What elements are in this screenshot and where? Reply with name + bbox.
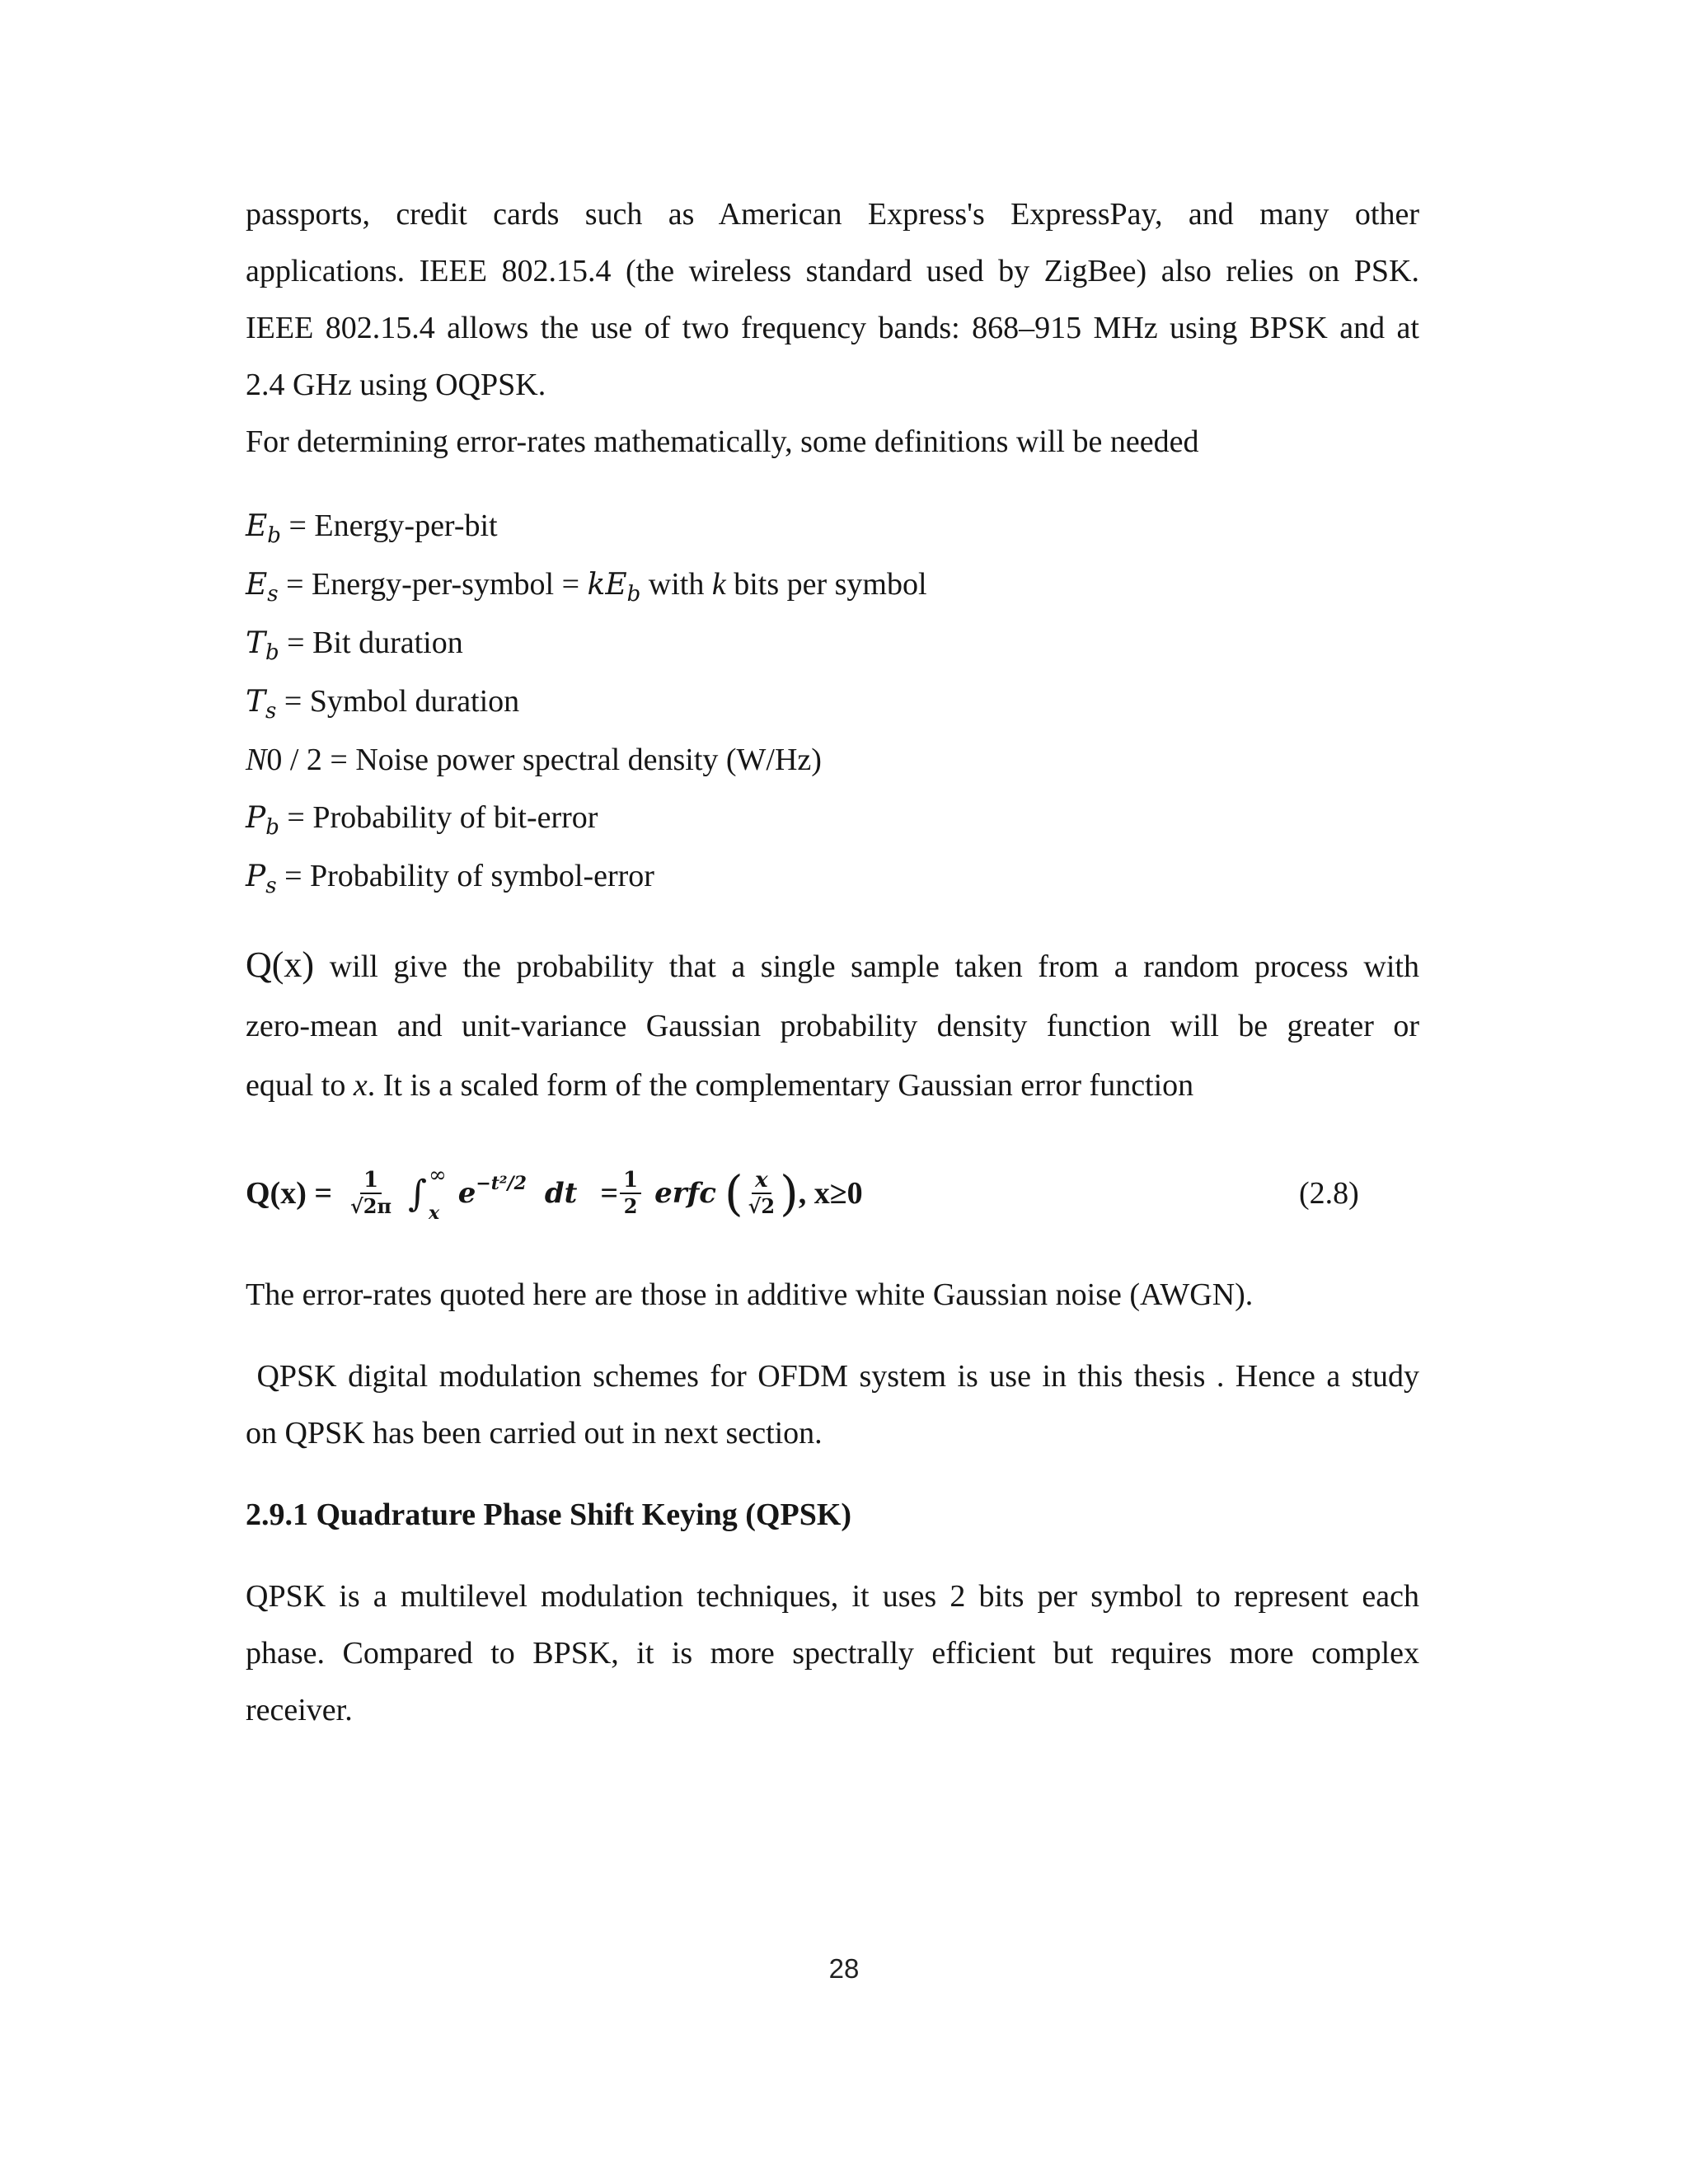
symbol: $E_s$ bbox=[246, 568, 279, 607]
equals-sign: = bbox=[600, 1176, 619, 1211]
definition-es: $E_s$ = Energy-per-symbol = $kE_b$ with k bits per symbol bbox=[246, 567, 927, 607]
definition-pb: $P_b$ = Probability of bit-error bbox=[246, 800, 598, 840]
q-function-paragraph: Q(x) will give the probability that a single sample taken from a random process with zero-mean and unit-variance Gaussian probability density function will be greater or equal to x. It is a scaled form of the complementary Gaussian error function bbox=[246, 944, 1419, 1103]
symbol: $kE_b$ bbox=[587, 568, 641, 607]
symbol: $E_b$ bbox=[246, 509, 281, 548]
section-heading: 2.9.1 Quadrature Phase Shift Keying (QPSK) bbox=[246, 1497, 852, 1532]
symbol: $T_s$ bbox=[246, 685, 277, 724]
intro-paragraph bbox=[246, 186, 1419, 414]
intro-line: IEEE 802.15.4 allows the use of two frequency bands: 868–915 MHz using BPSK and at bbox=[246, 311, 1419, 345]
integral-sign: ∫ bbox=[408, 1172, 428, 1215]
equation-condition: , x≥0 bbox=[798, 1176, 863, 1211]
awgn-sentence: The error-rates quoted here are those in additive white Gaussian noise (AWGN). bbox=[246, 1277, 1254, 1312]
q-line: zero-mean and unit-variance Gaussian probability density function will be greater or bbox=[246, 1009, 1419, 1043]
qpsk-intro-paragraph bbox=[246, 1348, 1419, 1462]
equation-2-8 bbox=[246, 1148, 1419, 1239]
intro-line: 2.4 GHz using OQPSK. bbox=[246, 368, 546, 402]
page-content bbox=[246, 186, 1419, 1739]
definition-ps: $P_s$ = Probability of symbol-error bbox=[246, 859, 654, 898]
qpsk-line: phase. Compared to BPSK, it is more spectrally efficient but requires more complex bbox=[246, 1636, 1419, 1671]
differential: dt bbox=[544, 1177, 578, 1210]
definition-eb: $E_b$ = Energy-per-bit bbox=[246, 509, 498, 548]
qpsk-intro-line: QPSK digital modulation schemes for OFDM system is use in this thesis . Hence a study bbox=[246, 1359, 1419, 1394]
definition-tb: $T_b$ = Bit duration bbox=[246, 626, 463, 665]
equation-body bbox=[246, 1148, 863, 1239]
definition-ts: $T_s$ = Symbol duration bbox=[246, 684, 520, 724]
right-paren: ) bbox=[780, 1165, 799, 1221]
symbol: $P_b$ bbox=[246, 801, 279, 840]
intro-line: passports, credit cards such as American Express's ExpressPay, and many other bbox=[246, 197, 1419, 232]
page-number: 28 bbox=[828, 1953, 860, 1984]
definitions-list bbox=[246, 497, 1419, 906]
qpsk-intro-line: on QPSK has been carried out in next section. bbox=[246, 1416, 823, 1451]
fraction-1-over-sqrt-2pi: $\frac{1}{√2\pi}$ bbox=[350, 1168, 392, 1218]
qpsk-line: receiver. bbox=[246, 1693, 353, 1727]
erfc-function: erfc bbox=[654, 1177, 717, 1210]
symbol: $P_s$ bbox=[246, 860, 277, 898]
fraction-x-over-sqrt2: $\frac{x}{√2}$ bbox=[748, 1168, 776, 1218]
qpsk-paragraph bbox=[246, 1568, 1419, 1739]
integrand: $e^{-t^2/2}$ bbox=[457, 1173, 527, 1210]
equation-number: (2.8) bbox=[1299, 1176, 1359, 1211]
qpsk-line: QPSK is a multilevel modulation techniques, it uses 2 bits per symbol to represent each bbox=[246, 1579, 1419, 1614]
left-paren: ( bbox=[724, 1165, 743, 1221]
intro-line: applications. IEEE 802.15.4 (the wireless standard used by ZigBee) also relies on PSK. bbox=[246, 254, 1419, 288]
symbol: $T_b$ bbox=[246, 626, 279, 665]
q-function-symbol: Q(x) bbox=[246, 944, 315, 985]
definition-n0: N0 / 2 = Noise power spectral density (W/Hz) bbox=[246, 743, 822, 777]
fraction-one-half: $\frac{1}{2}$ bbox=[620, 1168, 641, 1219]
definitions-intro: For determining error-rates mathematically, some definitions will be needed bbox=[246, 424, 1199, 459]
equation-lhs: Q(x) = bbox=[246, 1176, 333, 1211]
integral-limits: ∞ x bbox=[429, 1163, 447, 1224]
